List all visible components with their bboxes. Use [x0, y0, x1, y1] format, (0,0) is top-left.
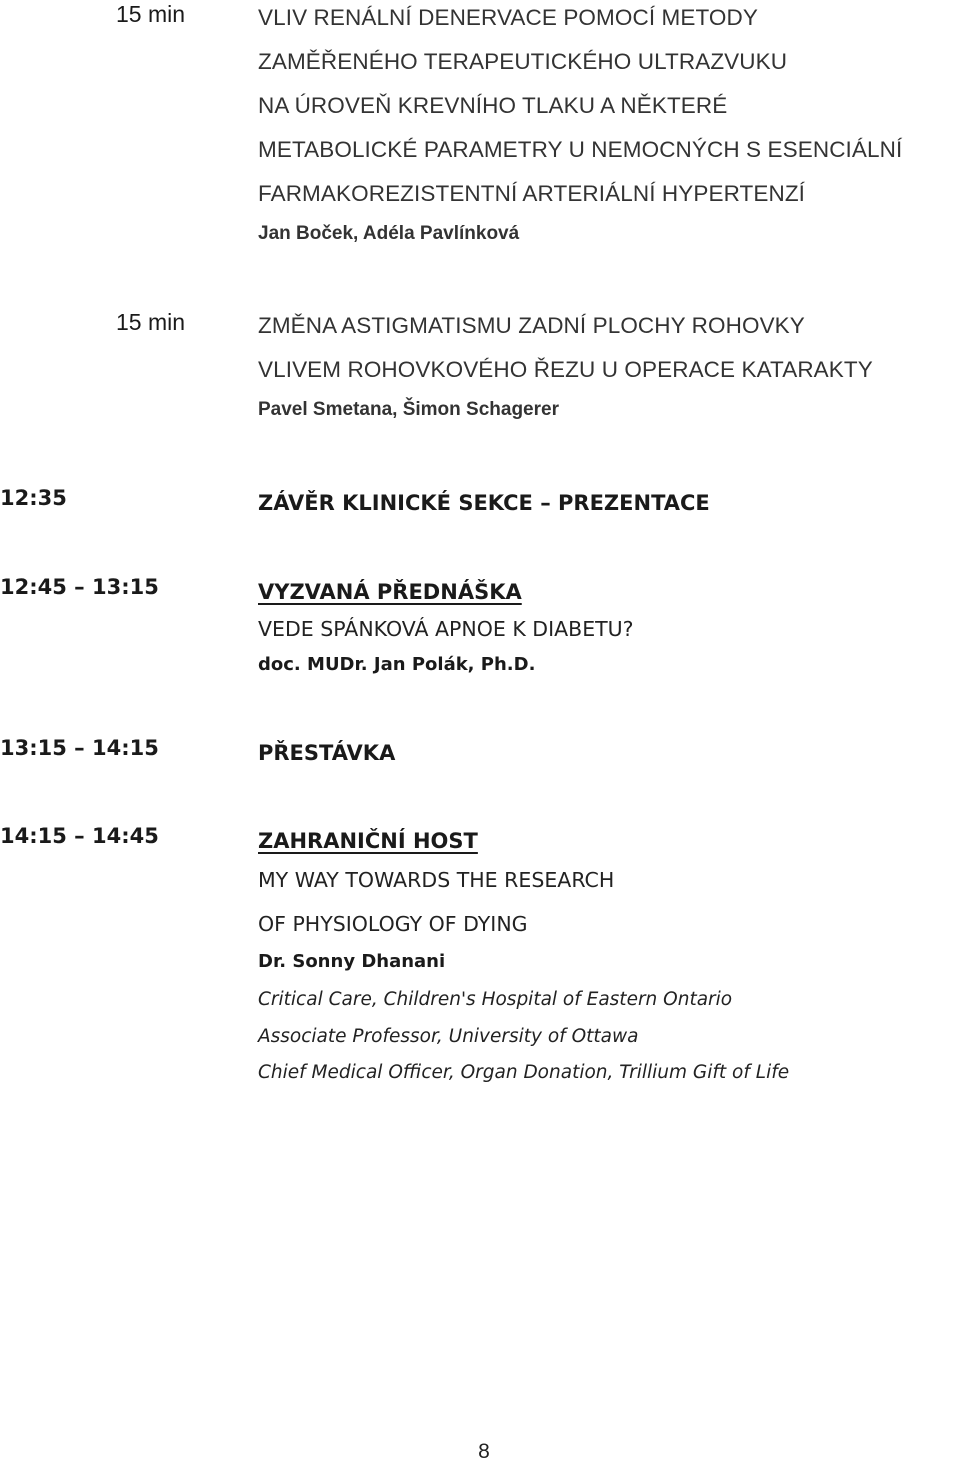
- talk-title-line: VLIV RENÁLNÍ DENERVACE POMOCÍ METODY: [258, 5, 758, 30]
- entry-content: [258, 575, 958, 685]
- talk-title-line: MY WAY TOWARDS THE RESEARCH: [258, 868, 615, 892]
- entry-time: 12:35: [0, 486, 67, 510]
- talk-authors: Jan Boček, Adéla Pavlínková: [258, 223, 520, 244]
- talk-title-line: FARMAKOREZISTENTNÍ ARTERIÁLNÍ HYPERTENZÍ: [258, 181, 806, 206]
- talk-authors: doc. MUDr. Jan Polák, Ph.D.: [258, 654, 536, 675]
- page-number: 8: [478, 1440, 490, 1463]
- section-heading: PŘESTÁVKA: [258, 741, 396, 765]
- section-heading: VYZVANÁ PŘEDNÁŠKA: [258, 580, 522, 604]
- talk-title-line: VLIVEM ROHOVKOVÉHO ŘEZU U OPERACE KATARAKTY: [258, 357, 873, 382]
- entry-time: 13:15 – 14:15: [0, 736, 159, 760]
- talk-title-line: METABOLICKÉ PARAMETRY U NEMOCNÝCH S ESENCIÁLNÍ: [258, 137, 903, 162]
- entry-time: 12:45 – 13:15: [0, 575, 159, 599]
- entry-content: [258, 736, 958, 770]
- entry-content: [258, 824, 958, 1092]
- entry-content: [258, 1, 958, 249]
- entry-duration: 15 min: [116, 309, 186, 335]
- talk-title-line: NA ÚROVEŇ KREVNÍHO TLAKU A NĚKTERÉ: [258, 93, 728, 118]
- entry-content: [258, 309, 958, 425]
- speaker-affiliation: Critical Care, Children's Hospital of Eastern Ontario: [258, 989, 733, 1010]
- entry-time: 14:15 – 14:45: [0, 824, 159, 848]
- entry-content: [258, 486, 958, 520]
- talk-title-line: VEDE SPÁNKOVÁ APNOE K DIABETU?: [258, 617, 634, 641]
- talk-title-line: ZMĚNA ASTIGMATISMU ZADNÍ PLOCHY ROHOVKY: [258, 313, 805, 338]
- section-heading: ZAHRANIČNÍ HOST: [258, 829, 478, 853]
- entry-duration: 15 min: [116, 1, 186, 27]
- talk-title-line: ZAMĚŘENÉHO TERAPEUTICKÉHO ULTRAZVUKU: [258, 49, 788, 74]
- speaker-affiliation: Associate Professor, University of Ottawa: [258, 1025, 639, 1047]
- speaker-affiliation: Chief Medical Officer, Organ Donation, Trillium Gift of Life: [258, 1062, 790, 1083]
- talk-authors: Pavel Smetana, Šimon Schagerer: [258, 399, 559, 420]
- talk-title-line: OF PHYSIOLOGY OF DYING: [258, 912, 528, 936]
- talk-authors: Dr. Sonny Dhanani: [258, 951, 446, 972]
- section-heading: ZÁVĚR KLINICKÉ SEKCE – PREZENTACE: [258, 491, 710, 515]
